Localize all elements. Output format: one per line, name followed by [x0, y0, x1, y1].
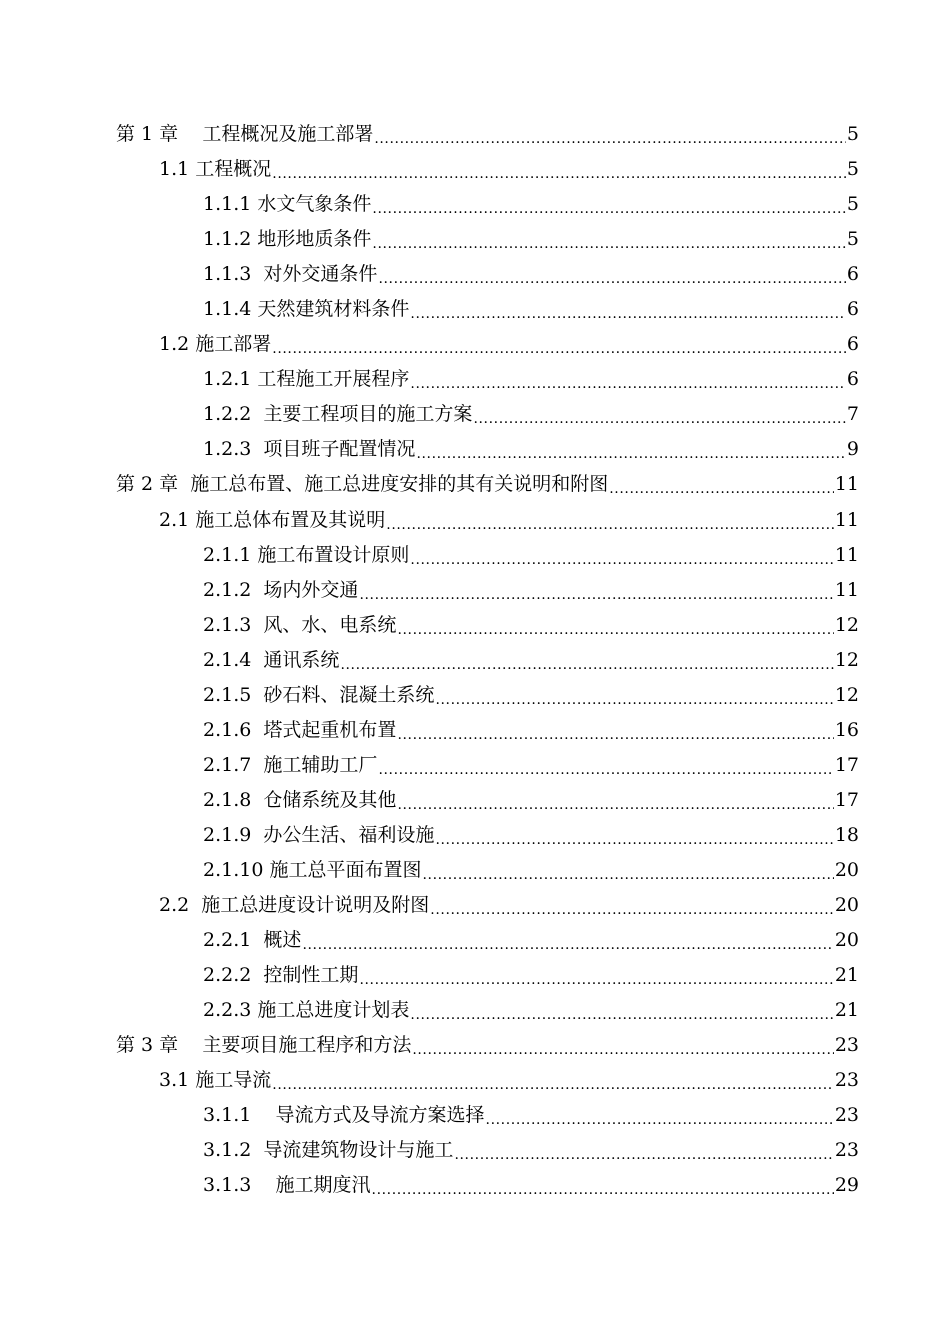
toc-dot-leader — [272, 327, 846, 362]
toc-entry[interactable] — [0, 1098, 950, 1133]
toc-page-number: 29 — [834, 1174, 859, 1197]
toc-page-number: 21 — [834, 999, 859, 1022]
toc-page-number: 11 — [834, 508, 859, 531]
toc-page-number: 12 — [834, 613, 859, 636]
toc-dot-leader — [272, 1063, 834, 1098]
toc-entry[interactable] — [0, 748, 950, 783]
toc-dot-leader — [410, 993, 833, 1028]
toc-dot-leader — [486, 1098, 834, 1133]
toc-page-number: 6 — [846, 263, 859, 286]
toc-entry[interactable] — [0, 643, 950, 678]
toc-entry-title: 3.1.1 导流方式及导流方案选择 — [203, 1104, 485, 1127]
toc-page-number: 7 — [846, 403, 859, 426]
toc-dot-leader — [473, 397, 845, 432]
toc-entry-title: 3.1.3 施工期度汛 — [203, 1174, 371, 1197]
toc-entry[interactable] — [0, 1168, 950, 1203]
toc-page-number: 5 — [846, 158, 859, 181]
toc-entry[interactable] — [0, 257, 950, 292]
toc-page-number: 23 — [834, 1069, 859, 1092]
toc-entry[interactable] — [0, 853, 950, 888]
toc-entry[interactable] — [0, 783, 950, 818]
toc-entry[interactable] — [0, 467, 950, 502]
table-of-contents — [0, 117, 950, 1203]
toc-page-number: 17 — [834, 788, 859, 811]
toc-entry-title: 2.1.5 砂石料、混凝土系统 — [203, 683, 435, 706]
toc-entry[interactable] — [0, 432, 950, 467]
toc-entry[interactable] — [0, 923, 950, 958]
toc-page-number: 20 — [834, 859, 859, 881]
toc-entry-title: 1.1.1 水文气象条件 — [203, 193, 372, 216]
toc-dot-leader — [359, 573, 833, 608]
toc-entry-title: 第 3 章 主要项目施工程序和方法 — [116, 1034, 412, 1057]
toc-page-number: 11 — [834, 578, 859, 601]
toc-dot-leader — [340, 643, 833, 678]
toc-dot-leader — [430, 888, 834, 923]
toc-dot-leader — [454, 1133, 833, 1168]
toc-entry-title: 1.2.3 项目班子配置情况 — [203, 438, 416, 461]
toc-page-number: 6 — [846, 368, 859, 391]
toc-dot-leader — [410, 362, 846, 397]
toc-page-number: 21 — [834, 964, 859, 987]
toc-entry-title: 2.1.10 施工总平面布置图 — [203, 859, 422, 881]
toc-entry[interactable] — [0, 292, 950, 327]
toc-dot-leader — [378, 748, 833, 783]
toc-entry[interactable] — [0, 117, 950, 152]
toc-dot-leader — [372, 222, 846, 257]
toc-dot-leader — [359, 958, 833, 993]
toc-dot-leader — [410, 538, 833, 573]
toc-entry-title: 1.1.2 地形地质条件 — [203, 228, 372, 251]
toc-entry-title: 2.1.9 办公生活、福利设施 — [203, 823, 435, 846]
toc-dot-leader — [397, 783, 833, 818]
toc-page-number: 20 — [834, 929, 859, 952]
toc-page-number: 12 — [834, 683, 859, 706]
toc-entry[interactable] — [0, 713, 950, 748]
toc-entry-title: 2.2.1 概述 — [203, 929, 302, 952]
toc-entry-title: 2.2.3 施工总进度计划表 — [203, 999, 410, 1022]
toc-entry[interactable] — [0, 1028, 950, 1063]
toc-entry[interactable] — [0, 222, 950, 257]
toc-page-number: 5 — [846, 228, 859, 251]
toc-dot-leader — [372, 1168, 834, 1203]
toc-page-number: 6 — [846, 298, 859, 321]
toc-entry-title: 1.2.2 主要工程项目的施工方案 — [203, 403, 473, 426]
toc-entry[interactable] — [0, 888, 950, 923]
toc-entry-title: 1.2 施工部署 — [159, 333, 272, 356]
toc-dot-leader — [302, 923, 833, 958]
toc-dot-leader — [378, 257, 845, 292]
toc-page-number: 20 — [834, 894, 859, 917]
toc-page-number: 11 — [834, 473, 859, 496]
toc-entry[interactable] — [0, 573, 950, 608]
toc-page-number: 5 — [846, 123, 859, 146]
toc-entry[interactable] — [0, 958, 950, 993]
toc-dot-leader — [410, 292, 846, 327]
toc-dot-leader — [272, 152, 846, 187]
toc-entry-title: 1.1 工程概况 — [159, 158, 272, 181]
toc-page-number: 16 — [834, 718, 859, 741]
toc-page-number: 23 — [834, 1139, 859, 1162]
toc-dot-leader — [397, 608, 833, 643]
toc-entry-title: 1.1.4 天然建筑材料条件 — [203, 298, 410, 321]
toc-entry-title: 2.2.2 控制性工期 — [203, 964, 359, 987]
toc-entry[interactable] — [0, 1133, 950, 1168]
toc-page-number: 5 — [846, 193, 859, 216]
toc-entry[interactable] — [0, 1063, 950, 1098]
toc-entry-title: 3.1 施工导流 — [159, 1069, 272, 1092]
toc-entry-title: 2.1.2 场内外交通 — [203, 578, 359, 601]
toc-page-number: 18 — [834, 823, 859, 846]
toc-dot-leader — [397, 713, 833, 748]
toc-dot-leader — [374, 117, 846, 152]
toc-entry[interactable] — [0, 503, 950, 538]
toc-entry-title: 2.1.6 塔式起重机布置 — [203, 718, 397, 741]
toc-entry[interactable] — [0, 362, 950, 397]
toc-entry-title: 2.1 施工总体布置及其说明 — [159, 508, 386, 531]
toc-entry-title: 1.2.1 工程施工开展程序 — [203, 368, 410, 391]
toc-dot-leader — [412, 1028, 833, 1063]
toc-dot-leader — [386, 503, 834, 538]
toc-entry[interactable] — [0, 152, 950, 187]
toc-page-number: 12 — [834, 648, 859, 671]
toc-entry-title: 2.1.4 通讯系统 — [203, 648, 340, 671]
toc-dot-leader — [422, 853, 833, 888]
toc-entry-title: 2.1.1 施工布置设计原则 — [203, 543, 410, 566]
toc-entry[interactable] — [0, 993, 950, 1028]
toc-page-number: 9 — [846, 438, 859, 461]
toc-entry[interactable] — [0, 187, 950, 222]
toc-entry[interactable] — [0, 818, 950, 853]
toc-entry[interactable] — [0, 678, 950, 713]
toc-entry[interactable] — [0, 397, 950, 432]
toc-dot-leader — [435, 678, 833, 713]
toc-dot-leader — [416, 432, 845, 467]
toc-page-number: 6 — [846, 333, 859, 356]
toc-page-number: 17 — [834, 753, 859, 776]
toc-page-number: 23 — [834, 1104, 859, 1127]
toc-entry-title: 2.1.8 仓储系统及其他 — [203, 788, 397, 811]
toc-dot-leader — [435, 818, 833, 853]
toc-entry-title: 第 1 章 工程概况及施工部署 — [116, 123, 374, 146]
toc-dot-leader — [372, 187, 846, 222]
toc-entry-title: 3.1.2 导流建筑物设计与施工 — [203, 1139, 454, 1162]
toc-dot-leader — [609, 467, 834, 502]
toc-entry-title: 第 2 章 施工总布置、施工总进度安排的其有关说明和附图 — [116, 473, 609, 496]
toc-entry[interactable] — [0, 327, 950, 362]
toc-page-number: 11 — [834, 543, 859, 566]
toc-entry[interactable] — [0, 538, 950, 573]
toc-entry-title: 2.2 施工总进度设计说明及附图 — [159, 894, 430, 917]
toc-page-number: 23 — [834, 1034, 859, 1057]
toc-entry[interactable] — [0, 608, 950, 643]
toc-entry-title: 2.1.3 风、水、电系统 — [203, 613, 397, 636]
toc-entry-title: 1.1.3 对外交通条件 — [203, 263, 378, 286]
toc-entry-title: 2.1.7 施工辅助工厂 — [203, 753, 378, 776]
